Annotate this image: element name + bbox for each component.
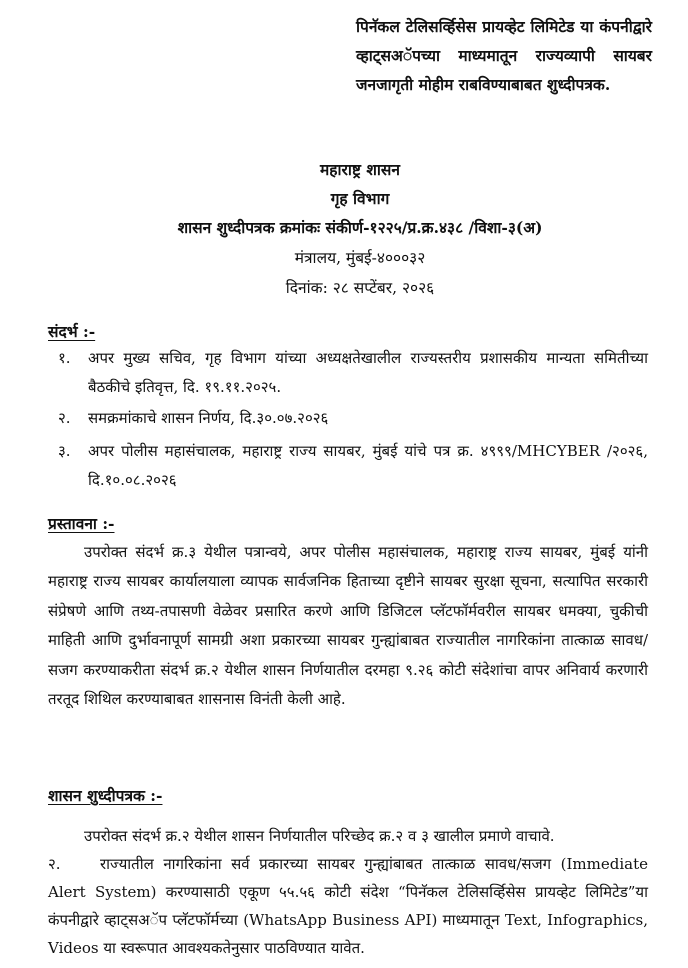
department-name: गृह विभाग [330, 189, 390, 208]
office-address: मंत्रालय, मुंबई-४०००३२ [294, 249, 426, 267]
reference-text: अपर मुख्य सचिव, गृह विभाग यांच्या अध्यक्षतेखालील राज्यस्तरीय प्रशासकीय मान्यता समितीच्या बैठकीचे इतिवृत्त, दि. १९.११.२०२५. [88, 349, 648, 396]
preamble-heading: प्रस्तावना :- [48, 514, 115, 533]
subject-text: पिनॅकल टेलिसर्व्हिसेस प्रायव्हेट लिमिटेड या कंपनीद्वारे व्हाट्सअॅपच्या माध्यमातून राज्यव्यापी सायबर जनजागृती मोहीम राबविण्याबाबत शुध्दीपत्रक. [356, 17, 652, 94]
reference-item [58, 404, 648, 433]
corrigendum-intro: उपरोक्त संदर्भ क्र.२ येथील शासन निर्णयातील परिच्छेद क्र.२ व ३ खालील प्रमाणे वाचावे. [84, 827, 555, 845]
corrigendum-heading: शासन शुध्दीपत्रक :- [48, 786, 163, 805]
reference-item [58, 344, 648, 402]
preamble-paragraph: उपरोक्त संदर्भ क्र.३ येथील पत्रान्वये, अपर पोलीस महासंचालक, महाराष्ट्र राज्य सायबर, मुंबई यांनी महाराष्ट्र राज्य सायबर कार्यालयाला व्यापक सार्वजनिक हिताच्या दृष्टीने सायबर सुरक्षा सूचना, सत्यापित सरकारी संप्रेषणे आणि तथ्य-तपासणी वेळेवर प्रसारित करणे आणि डिजिटल प्लॅटफॉर्मवरील सायबर धमक्या, चुकीची माहिती आणि दुर्भावनापूर्ण सामग्री अशा प्रकारच्या सायबर गुन्ह्यांबाबत राज्यातील नागरिकांना तात्काळ सावध/सजग करण्याकरीता संदर्भ क्र.२ येथील शासन निर्णयातील दरमहा ९.२६ कोटी संदेशांचा वापर अनिवार्य करणारी तरतूद शिथिल करण्याबाबत शासनास विनंती केली आहे. [48, 543, 648, 709]
reference-text: अपर पोलीस महासंचालक, महाराष्ट्र राज्य सायबर, मुंबई यांचे पत्र क्र. ४९९९/MHCYBER /२०२६, दि.१०.०८.२०२६ [88, 442, 649, 489]
order-number: शासन शुध्दीपत्रक क्रमांकः संकीर्ण-१२२५/प्र.क्र.४३८ /विशा-३(अ) [177, 218, 543, 237]
paragraph-text: राज्यातील नागरिकांना सर्व प्रकारच्या सायबर गुन्ह्यांबाबत तात्काळ सावध/सजग (Immediate Alert System) करण्यासाठी एकूण ५५.५६ कोटी संदेश “पिनॅकल टेलिसर्व्हिसेस प्रायव्हेट लिमिटेड”या कंपनीद्वारे व्हाट्सअॅप प्लॅटफॉर्मच्या (WhatsApp Business API) माध्यमातून Text, Infographics, Videos या स्वरूपात आवश्यकतेनुसार पाठविण्यात यावेत. [48, 855, 648, 957]
government-name: महाराष्ट्र शासन [320, 160, 400, 179]
reference-item [58, 437, 648, 495]
reference-number: २. [58, 409, 71, 427]
reference-number: १. [58, 349, 71, 367]
reference-number: ३. [58, 442, 71, 460]
corrigendum-paragraph [48, 850, 648, 962]
order-date: दिनांक: २८ सप्टेंबर, २०२६ [285, 279, 435, 297]
paragraph-number: २. [48, 855, 61, 873]
reference-text: समक्रमांकाचे शासन निर्णय, दि.३०.०७.२०२६ [88, 409, 329, 427]
references-heading: संदर्भ :- [48, 322, 96, 341]
